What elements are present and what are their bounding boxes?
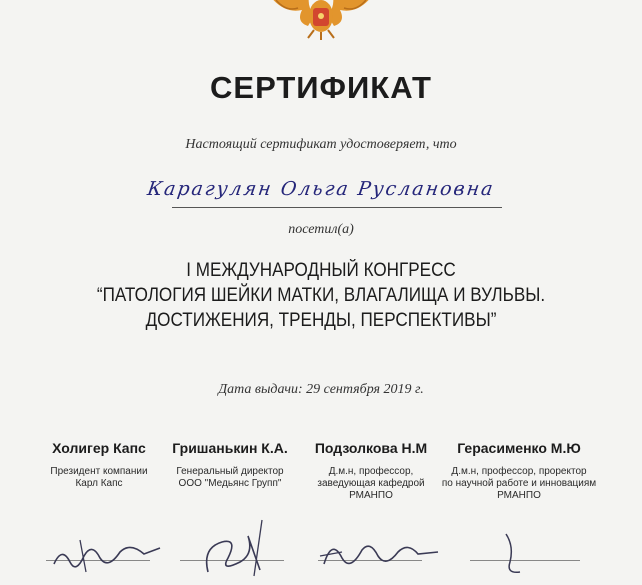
signer-role xyxy=(160,466,300,490)
signer-role-line: заведующая кафедрой xyxy=(317,478,425,489)
issue-date: Дата выдачи: 29 сентября 2019 г. xyxy=(218,382,424,397)
signer-name: Гришанькин К.А. xyxy=(172,440,288,456)
visited-line: посетил(а) xyxy=(288,222,354,237)
congress-title-line-2: “ПАТОЛОГИЯ ШЕЙКИ МАТКИ, ВЛАГАЛИЩА И ВУЛЬВЫ. xyxy=(96,285,546,306)
signer-role-line: Д.м.н, профессор, проректор xyxy=(451,466,587,477)
signer-role-line: РМАНПО xyxy=(497,490,541,501)
signer-role xyxy=(436,466,602,502)
signer-1 xyxy=(34,440,164,490)
signature-3 xyxy=(312,512,462,585)
congress-title-line-3: ДОСТИЖЕНИЯ, ТРЕНДЫ, ПЕРСПЕКТИВЫ” xyxy=(145,310,497,331)
signer-role xyxy=(34,466,164,490)
congress-title xyxy=(32,258,610,333)
certificate-title: СЕРТИФИКАТ xyxy=(210,70,432,105)
recipient-name: Карагулян Ольга Руслановна xyxy=(145,178,497,200)
signer-role-line: РМАНПО xyxy=(349,490,393,501)
signer-name: Холигер Капс xyxy=(52,440,146,456)
congress-title-line-1: I МЕЖДУНАРОДНЫЙ КОНГРЕСС xyxy=(186,260,456,281)
signer-2 xyxy=(160,440,300,490)
signature-1 xyxy=(40,512,190,585)
attest-line: Настоящий сертификат удостоверяет, что xyxy=(185,137,457,152)
signer-role-line: Карл Капс xyxy=(75,478,123,489)
signer-role-line: Д.м.н, профессор, xyxy=(328,466,414,477)
signer-3 xyxy=(306,440,436,502)
signer-role xyxy=(306,466,436,502)
signature-2 xyxy=(178,512,328,585)
signer-role-line: Президент компании xyxy=(50,466,148,477)
double-headed-eagle-emblem-icon xyxy=(262,0,380,40)
recipient-underline xyxy=(172,207,502,208)
signer-name: Герасименко М.Ю xyxy=(457,440,581,456)
signer-name: Подзолкова Н.М xyxy=(314,440,428,456)
signature-4 xyxy=(462,512,612,585)
signer-role-line: ООО "Медьянс Групп" xyxy=(178,478,282,489)
signer-role-line: Генеральный директор xyxy=(176,466,284,477)
signer-4 xyxy=(436,440,602,502)
signer-role-line: по научной работе и инновациям xyxy=(441,478,597,489)
